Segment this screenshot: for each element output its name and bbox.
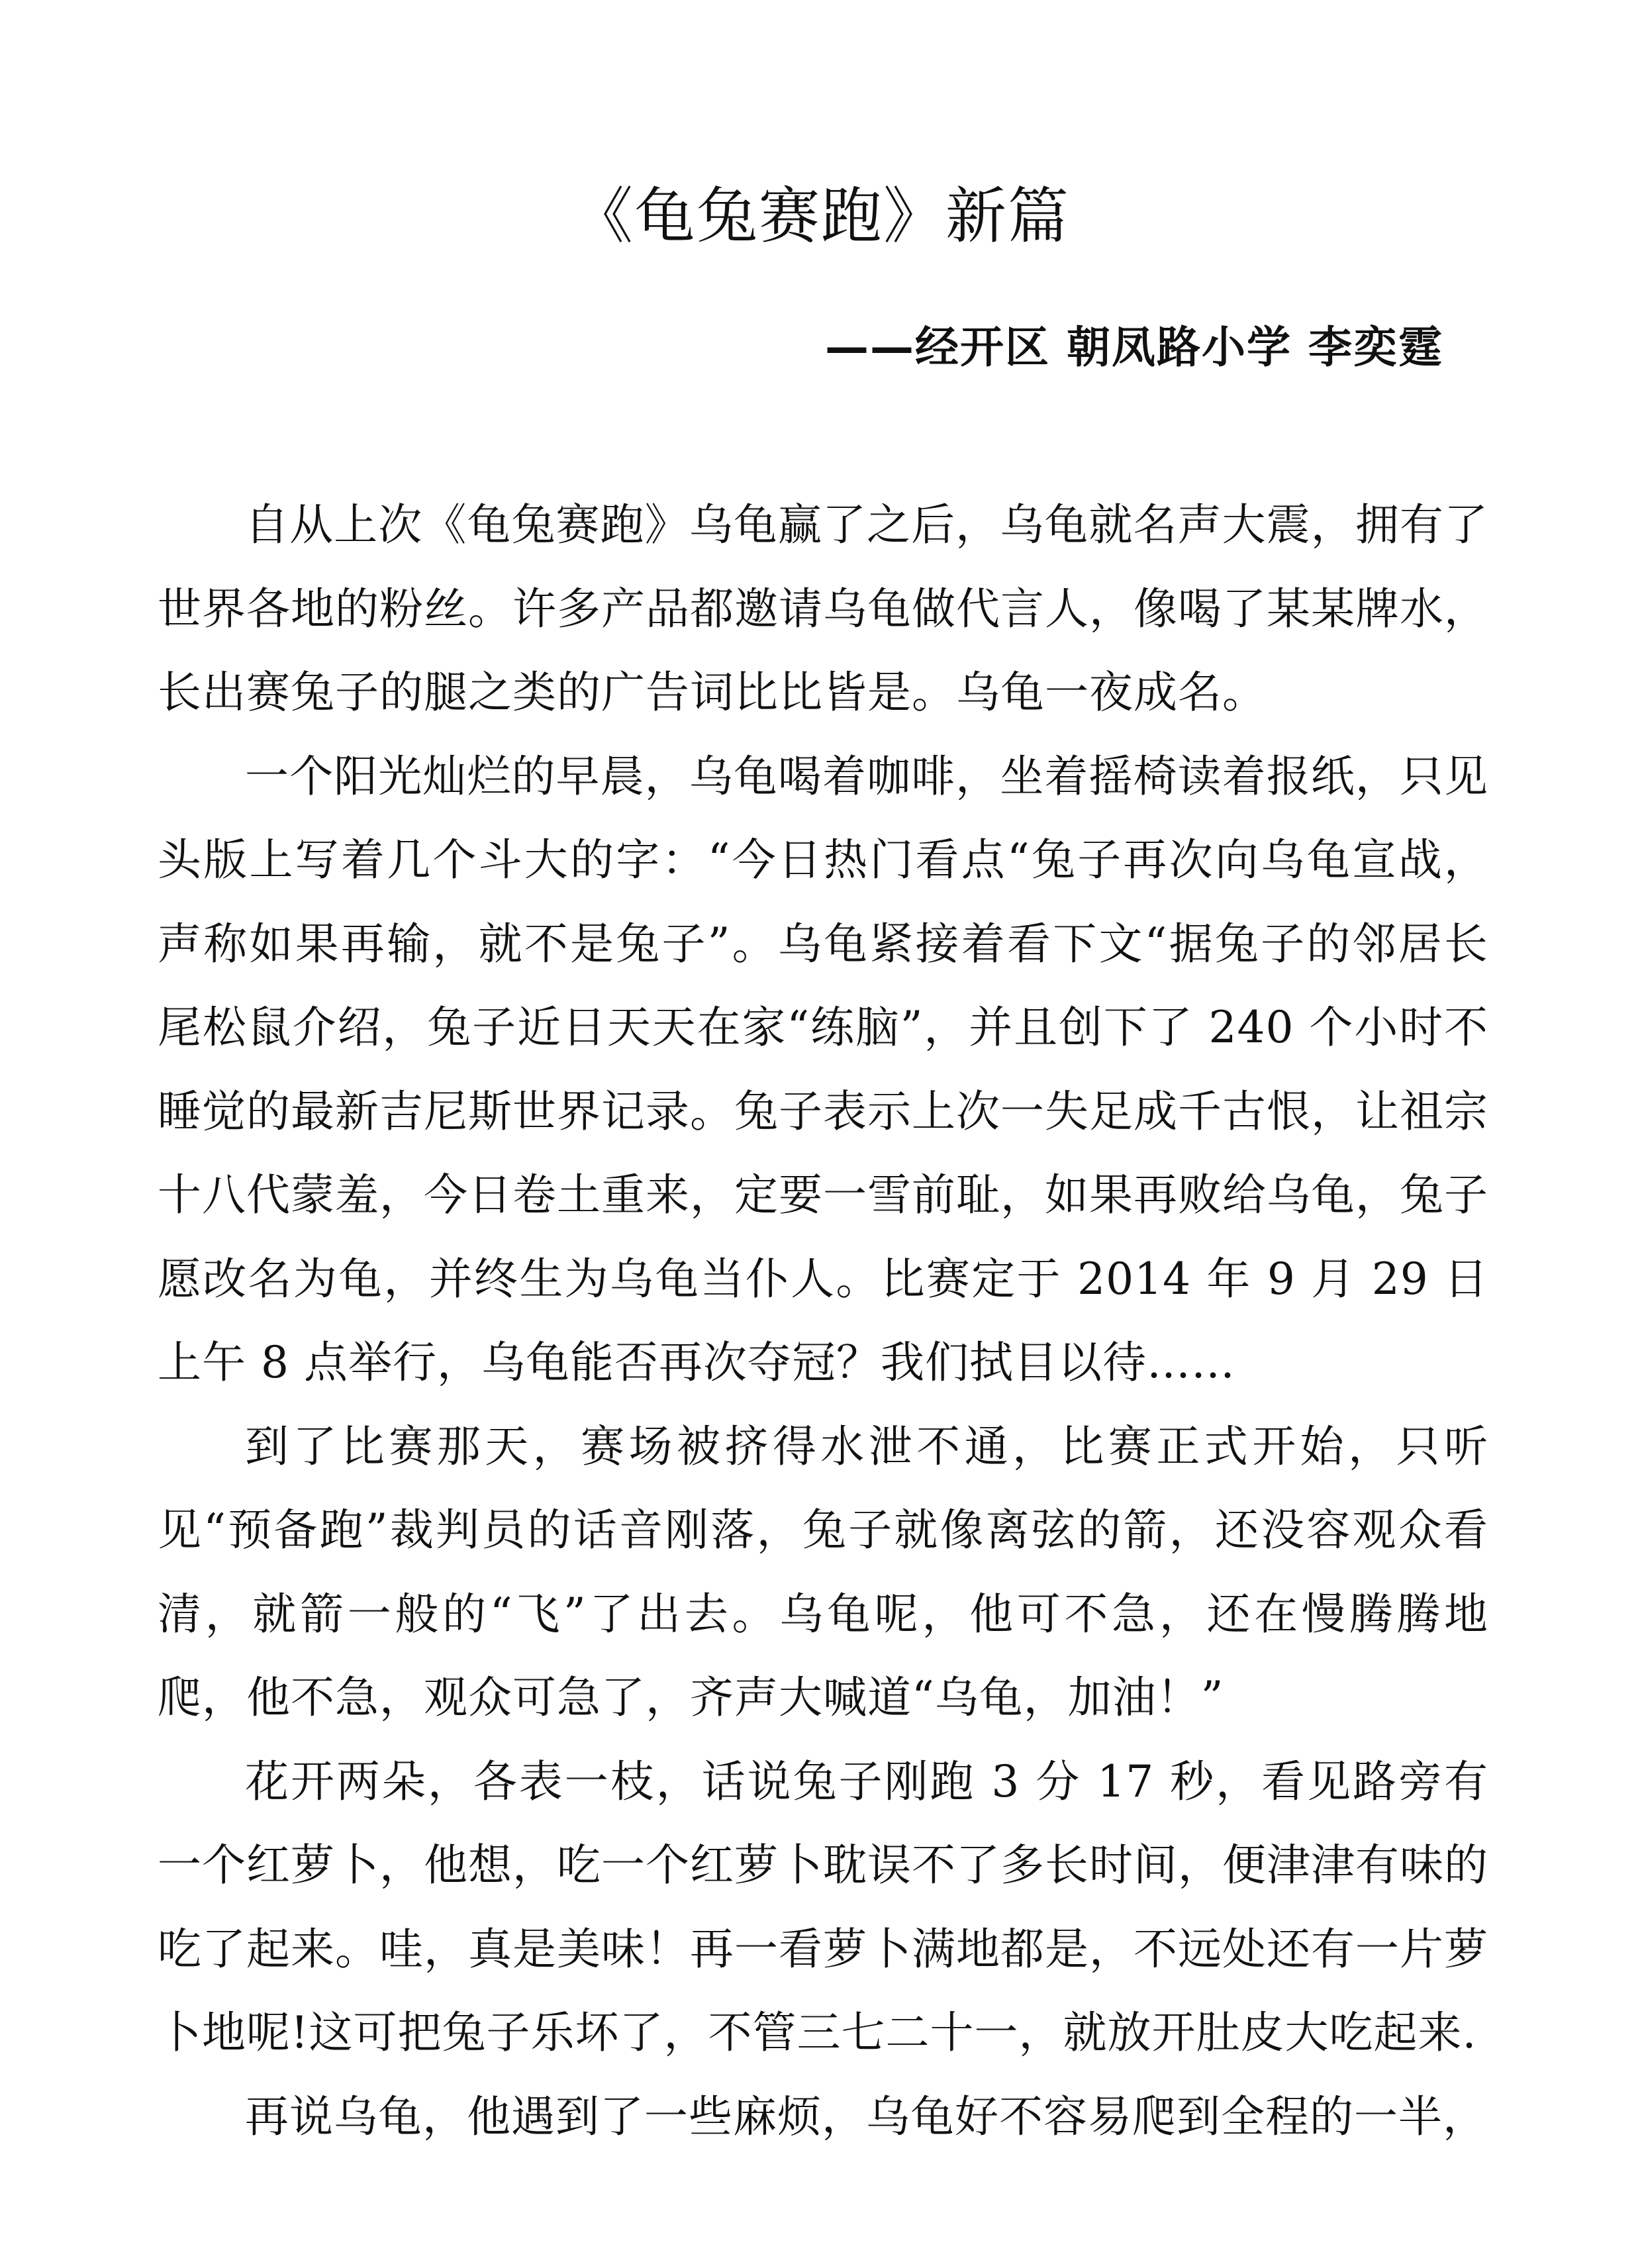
- document-body: [158, 483, 1488, 2159]
- paragraph-2: 一个阳光灿烂的早晨，乌龟喝着咖啡，坐着摇椅读着报纸，只见头版上写着几个斗大的字：“今日热门看点“兔子再次向乌龟宣战，声称如果再输，就不是兔子”。乌龟紧接着看下文“据兔子的邻居长尾松鼠介绍，兔子近日天天在家“练脑”，并且创下了 240 个小时不睡觉的最新吉尼斯世界记录。兔子表示上次一失足成千古恨，让祖宗十八代蒙羞，今日卷土重来，定要一雪前耻，如果再败给乌龟，兔子愿改名为龟，并终生为乌龟当仆人。比赛定于 2014 年 9 月 29 日上午 8 点举行，乌龟能否再次夺冠？我们拭目以待……: [158, 750, 1488, 1388]
- paragraph-3: 到了比赛那天，赛场被挤得水泄不通，比赛正式开始，只听见“预备跑”裁判员的话音刚落，兔子就像离弦的箭，还没容观众看清，就箭一般的“飞”了出去。乌龟呢，他可不急，还在慢腾腾地爬，他不急，观众可急了，齐声大喊道“乌龟，加油！”: [158, 1420, 1488, 1723]
- author-byline: ——经开区 朝凤路小学 李奕霆: [825, 322, 1443, 373]
- paragraph-1: 自从上次《龟兔赛跑》乌龟赢了之后，乌龟就名声大震，拥有了世界各地的粉丝。许多产品都邀请乌龟做代言人，像喝了某某牌水，长出赛兔子的腿之类的广告词比比皆是。乌龟一夜成名。: [158, 499, 1488, 718]
- document-title: 《龟兔赛跑》新篇: [571, 180, 1070, 252]
- paragraph-4: 花开两朵，各表一枝，话说兔子刚跑 3 分 17 秒，看见路旁有一个红萝卜，他想，吃一个红萝卜耽误不了多长时间，便津津有味的吃了起来。哇，真是美味！再一看萝卜满地都是，不远处还有一片萝卜地呢!这可把兔子乐坏了，不管三七二十一，就放开肚皮大吃起来.: [158, 1755, 1488, 2058]
- paragraph-5: 再说乌龟，他遇到了一些麻烦，乌龟好不容易爬到全程的一半，: [245, 2091, 1487, 2142]
